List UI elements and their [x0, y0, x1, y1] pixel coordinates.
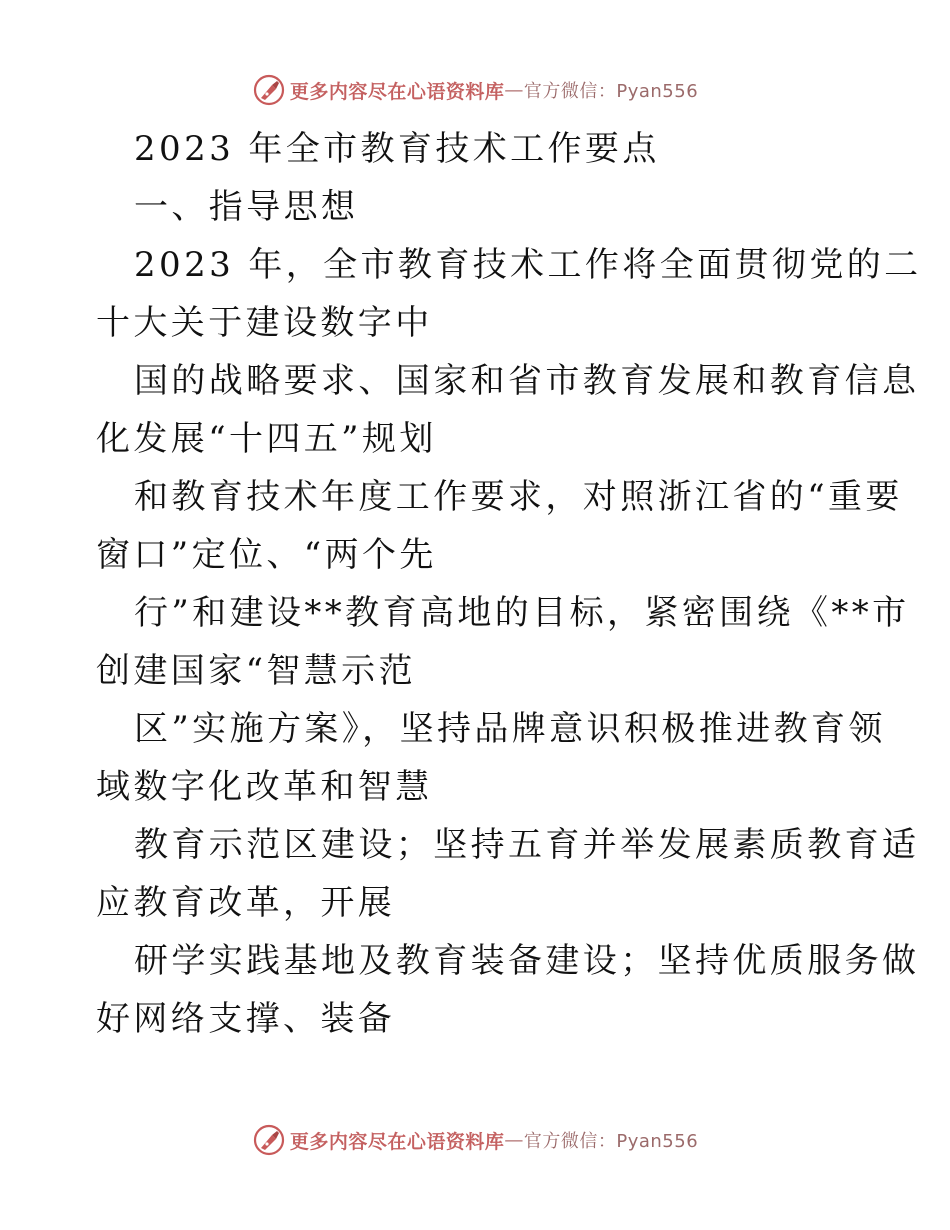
watermark-brand: 更多内容尽在心语资料库	[289, 1130, 505, 1153]
watermark-brand: 更多内容尽在心语资料库	[289, 80, 505, 103]
watermark-footer	[0, 1120, 950, 1160]
watermark-separator: —	[504, 1129, 524, 1151]
pen-nib-logo-icon	[252, 73, 286, 107]
paragraph-line: 和教育技术年度工作要求，对照浙江省的“重要	[134, 477, 903, 517]
paragraph-line: 区”实施方案》，坚持品牌意识积极推进教育领	[134, 709, 886, 749]
document-body	[96, 120, 922, 1048]
watermark-separator: —	[504, 79, 524, 101]
paragraph-line: 应教育改革，开展	[96, 883, 396, 923]
paragraph-line: 十大关于建设数字中	[96, 303, 433, 343]
paragraph-line: 化发展“十四五”规划	[96, 419, 437, 459]
watermark-header	[0, 70, 950, 110]
watermark-contact: 官方微信：Pyan556	[523, 81, 699, 102]
document-title: 2023 年全市教育技术工作要点	[134, 129, 660, 169]
paragraph-line: 研学实践基地及教育装备建设；坚持优质服务做	[134, 941, 920, 981]
paragraph-line: 行”和建设**教育高地的目标，紧密围绕《**市	[134, 593, 910, 633]
paragraph-line: 好网络支撑、装备	[96, 999, 396, 1039]
paragraph-line: 窗口”定位、“两个先	[96, 535, 437, 575]
watermark-contact: 官方微信：Pyan556	[523, 1131, 699, 1152]
pen-nib-logo-icon	[252, 1123, 286, 1157]
paragraph-line: 域数字化改革和智慧	[96, 767, 433, 807]
paragraph-line: 教育示范区建设；坚持五育并举发展素质教育适	[134, 825, 920, 865]
paragraph-line: 2023 年，全市教育技术工作将全面贯彻党的二	[134, 245, 922, 285]
paragraph-line: 创建国家“智慧示范	[96, 651, 416, 691]
paragraph-line: 国的战略要求、国家和省市教育发展和教育信息	[134, 361, 920, 401]
section-heading: 一、指导思想	[134, 187, 359, 227]
